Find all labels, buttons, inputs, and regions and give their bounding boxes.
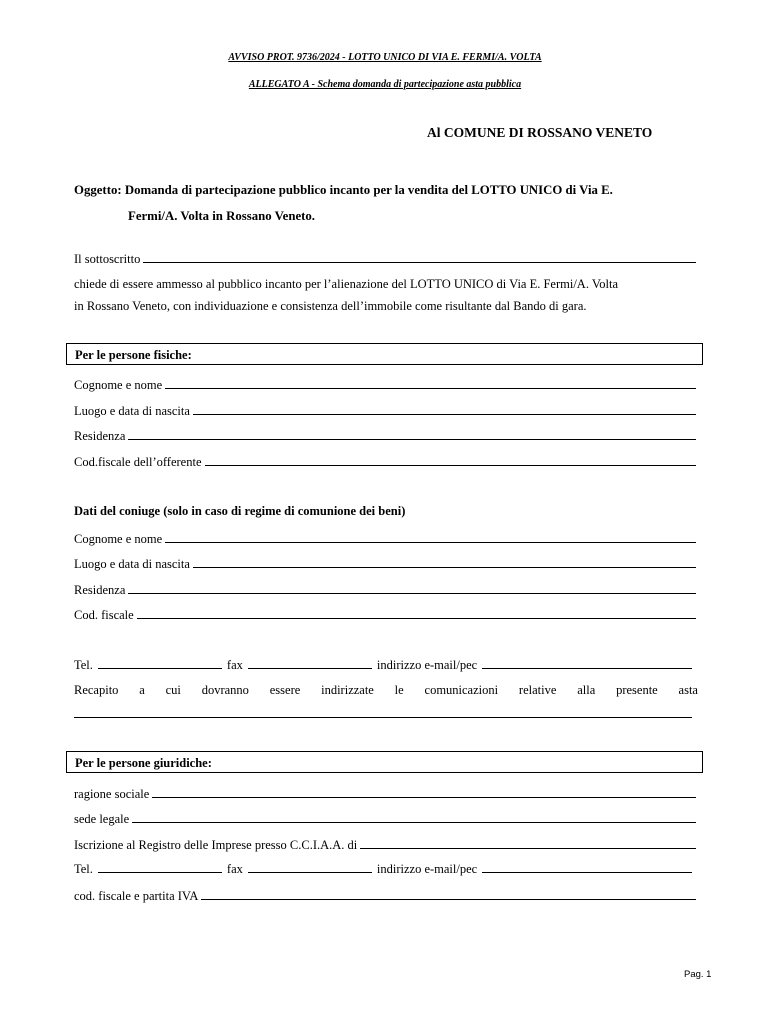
lp-tel-field[interactable] [98, 861, 222, 873]
spouse-field-label: Residenza [74, 583, 126, 597]
page-number: Pag. 1 [684, 969, 712, 980]
company-name-field[interactable] [152, 786, 696, 798]
notice-header: AVVISO PROT. 9736/2024 - LOTTO UNICO DI VIA E. FERMI/A. VOLTA [228, 52, 542, 63]
address-word: a [139, 683, 145, 697]
np-field-row [74, 376, 698, 394]
address-field[interactable] [74, 716, 692, 718]
address-word: le [394, 683, 404, 697]
subject-text-1: Domanda di partecipazione pubblico incanto per la vendita del LOTTO UNICO di Via E. [124, 183, 613, 197]
address-word: essere [269, 683, 301, 697]
np-field-row [74, 453, 698, 471]
undersigned-label: Il sottoscritto [74, 252, 141, 266]
spouse-birth-field[interactable] [193, 556, 696, 568]
email-label: indirizzo e-mail/pec [376, 658, 478, 672]
undersigned-field[interactable] [143, 251, 696, 263]
np-field-label: Residenza [74, 429, 126, 443]
request-line-2: in Rossano Veneto, con individuazione e consistenza dell’immobile come risultante dal Bando di gara. [74, 299, 587, 313]
lp-fax-field[interactable] [248, 861, 372, 873]
lp-contacts-row [74, 861, 698, 877]
lp-field-row [74, 810, 698, 828]
address-word: cui [165, 683, 181, 697]
lp-email-label: indirizzo e-mail/pec [376, 862, 478, 876]
attachment-header: ALLEGATO A - Schema domanda di partecipazione asta pubblica [248, 79, 522, 90]
lp-tel-label: Tel. [74, 862, 93, 876]
registry-field[interactable] [360, 837, 696, 849]
spouse-field-label: Cod. fiscale [74, 608, 134, 622]
np-taxcode-field[interactable] [205, 454, 697, 466]
request-line-1: chiede di essere ammesso al pubblico incanto per l’alienazione del LOTTO UNICO di Via E. Fermi/A. Volta [74, 277, 619, 291]
lp-field-label: ragione sociale [74, 787, 150, 801]
undersigned-row [74, 250, 698, 268]
spouse-field-label: Cognome e nome [74, 532, 163, 546]
spouse-residence-field[interactable] [128, 582, 696, 594]
email-field[interactable] [482, 657, 692, 669]
lp-fax-label: fax [226, 862, 243, 876]
lp-field-label: cod. fiscale e partita IVA [74, 889, 199, 903]
spouse-field-row [74, 606, 698, 624]
lp-taxcode-field[interactable] [201, 888, 696, 900]
np-residence-field[interactable] [128, 428, 696, 440]
registered-office-field[interactable] [132, 811, 696, 823]
subject-text-2: Fermi/A. Volta in Rossano Veneto. [128, 209, 315, 223]
spouse-field-label: Luogo e data di nascita [74, 557, 190, 571]
lp-field-label: sede legale [74, 812, 130, 826]
address-word: alla [577, 683, 596, 697]
np-birth-field[interactable] [193, 403, 696, 415]
address-word: Recapito [74, 683, 119, 697]
tel-field[interactable] [98, 657, 222, 669]
address-word: presente [616, 683, 658, 697]
lp-field-row [74, 887, 698, 905]
np-name-field[interactable] [165, 377, 696, 389]
recipient: Al COMUNE DI ROSSANO VENETO [427, 125, 653, 140]
address-sentence [74, 683, 698, 698]
subject [74, 177, 698, 229]
spouse-field-row [74, 555, 698, 573]
lp-field-label: Iscrizione al Registro delle Imprese presso C.C.I.A.A. di [74, 838, 358, 852]
address-word: relative [518, 683, 557, 697]
spouse-title: Dati del coniuge (solo in caso di regime di comunione dei beni) [74, 504, 406, 518]
spouse-name-field[interactable] [165, 531, 696, 543]
subject-label: Oggetto: [74, 183, 122, 197]
address-word: comunicazioni [424, 683, 499, 697]
natural-persons-title: Per le persone fisiche: [66, 343, 703, 365]
spouse-taxcode-field[interactable] [137, 607, 696, 619]
tel-label: Tel. [74, 658, 93, 672]
address-word: indirizzate [321, 683, 374, 697]
np-field-row [74, 402, 698, 420]
address-word: dovranno [201, 683, 249, 697]
lp-email-field[interactable] [482, 861, 692, 873]
fax-field[interactable] [248, 657, 372, 669]
spouse-field-row [74, 581, 698, 599]
np-field-label: Cod.fiscale dell’offerente [74, 455, 202, 469]
lp-field-row [74, 785, 698, 803]
np-field-label: Cognome e nome [74, 378, 163, 392]
contacts-row [74, 657, 698, 673]
lp-field-row [74, 836, 698, 854]
np-field-label: Luogo e data di nascita [74, 404, 190, 418]
spouse-field-row [74, 530, 698, 548]
np-field-row [74, 427, 698, 445]
legal-persons-title: Per le persone giuridiche: [66, 751, 703, 773]
address-word: asta [678, 683, 698, 697]
fax-label: fax [226, 658, 243, 672]
